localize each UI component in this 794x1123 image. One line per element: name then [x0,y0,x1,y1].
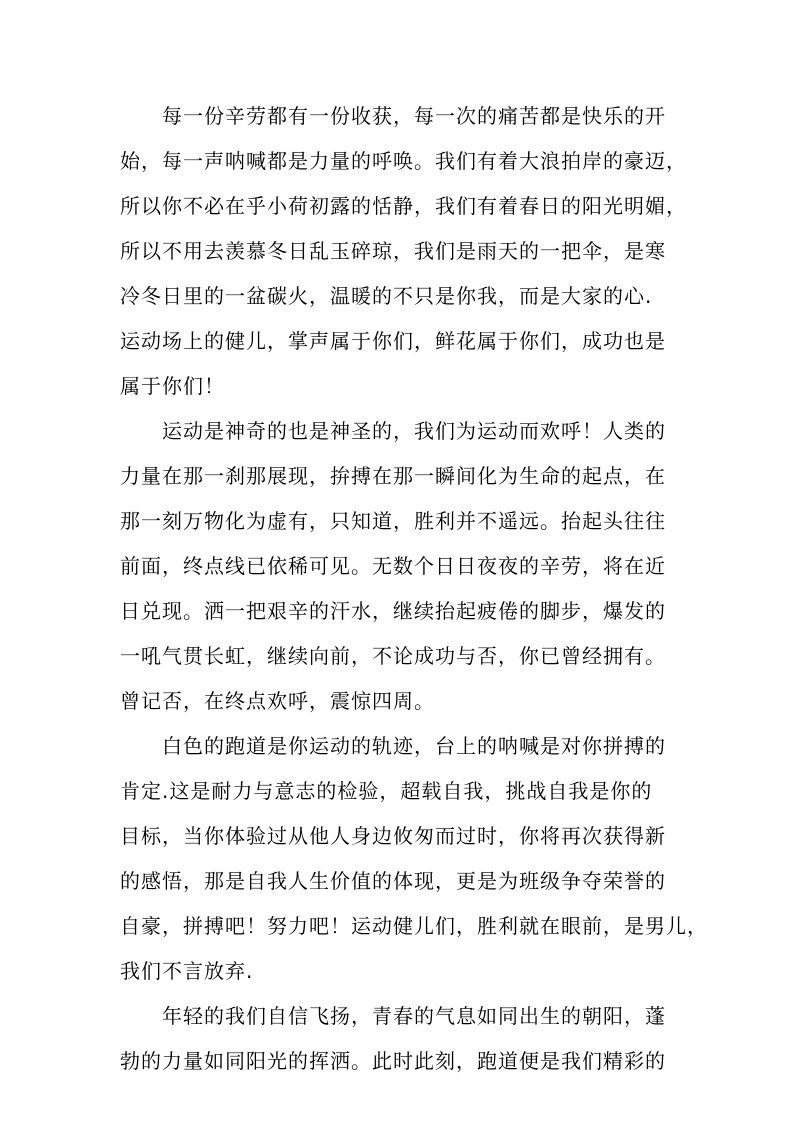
paragraph-3-line-5: 自豪，拼搏吧！努力吧！运动健儿们，胜利就在眼前，是男儿， [120,914,708,938]
paragraph-3-line-3: 目标，当你体验过从他人身边攸匆而过时，你将再次获得新 [120,824,666,848]
paragraph-3-line-2: 肯定.这是耐力与意志的检验，超载自我，挑战自我是你的 [120,779,653,803]
paragraph-4-line-1: 年轻的我们自信飞扬，青春的气息如同出生的朝阳，蓬 [162,1004,666,1028]
paragraph-3-line-1: 白色的跑道是你运动的轨迹，台上的呐喊是对你拼搏的 [162,734,666,758]
paragraph-1-line-7: 属于你们！ [120,374,225,398]
paragraph-2-line-2: 力量在那一刹那展现，拚搏在那一瞬间化为生命的起点，在 [120,464,666,488]
paragraph-2-line-7: 曾记否，在终点欢呼，震惊四周。 [120,689,435,713]
paragraph-1-line-5: 冷冬日里的一盆碳火，温暖的不只是你我，而是大家的心. [120,284,653,308]
paragraph-4-line-2: 勃的力量如同阳光的挥洒。此时此刻，跑道便是我们精彩的 [120,1049,666,1073]
paragraph-2-line-3: 那一刻万物化为虚有，只知道，胜利并不遥远。抬起头往往 [120,509,666,533]
paragraph-3-line-6: 我们不言放弃. [120,959,254,983]
paragraph-1-line-1: 每一份辛劳都有一份收获，每一次的痛苦都是快乐的开 [162,104,666,128]
paragraph-3-line-4: 的感悟，那是自我人生价值的体现，更是为班级争夺荣誉的 [120,869,666,893]
paragraph-2-line-1: 运动是神奇的也是神圣的，我们为运动而欢呼！人类的 [162,419,666,443]
paragraph-2-line-5: 日兑现。洒一把艰辛的汗水，继续抬起疲倦的脚步，爆发的 [120,599,666,623]
paragraph-1-line-3: 所以你不必在乎小荷初露的恬静，我们有着春日的阳光明媚， [120,194,687,218]
paragraph-2-line-6: 一吼气贯长虹，继续向前，不论成功与否，你已曾经拥有。 [120,644,666,668]
paragraph-1-line-2: 始，每一声呐喊都是力量的呼唤。我们有着大浪拍岸的豪迈， [120,149,687,173]
paragraph-1-line-4: 所以不用去羡慕冬日乱玉碎琼，我们是雨天的一把伞，是寒 [120,239,666,263]
paragraph-2-line-4: 前面，终点线已依稀可见。无数个日日夜夜的辛劳，将在近 [120,554,666,578]
paragraph-1-line-6: 运动场上的健儿，掌声属于你们，鲜花属于你们，成功也是 [120,329,666,353]
